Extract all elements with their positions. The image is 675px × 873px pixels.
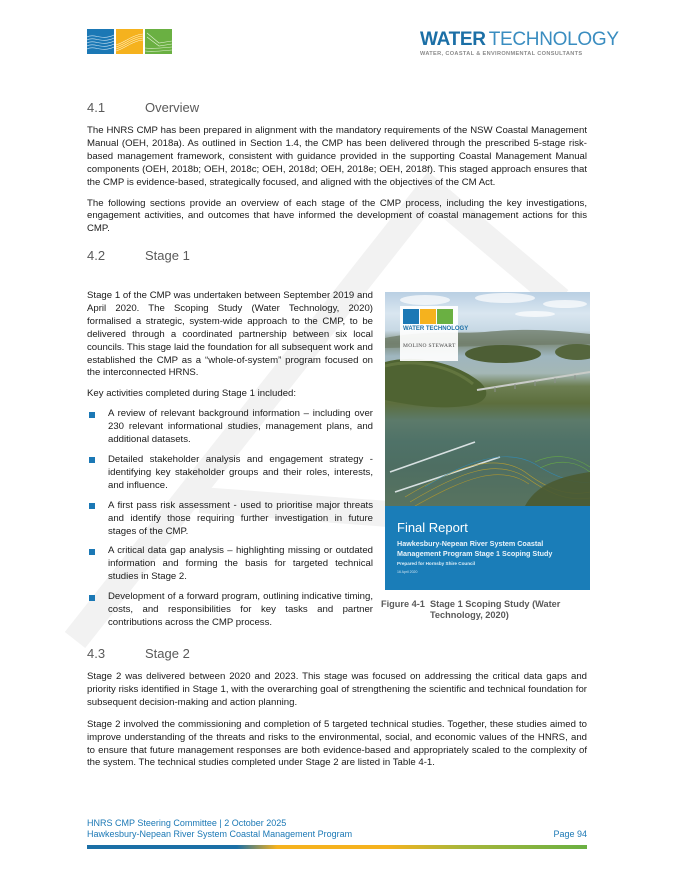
section-heading-stage2 [87,646,587,664]
cover-logo-water-technology: WATER TECHNOLOGY [403,326,469,332]
cover-prepared-for: Prepared for Hornsby Shire Council [397,561,476,566]
section-stage2 [87,646,587,770]
overview-paragraph-2: The following sections provide an overview of each stage of the CMP process, including the key investigations, engagement activities, and outcomes that have informed the development of coastal management actions for this CMP. [87,197,587,235]
page-number: Page 94 [553,829,587,839]
list-item: A first pass risk assessment - used to prioritise major threats and identify those requiring further investigation in future stages of the CMP. [87,500,373,539]
stage1-paragraph-1: Stage 1 of the CMP was undertaken between September 2019 and April 2020. The Scoping Study (Water Technology, 2020) formalised a strategic, system-wide approach to the CMP, to be delivered through a coordinated partnership between six local councils. This stage laid the foundation for all subsequent work and established the CMP as a “whole-of-system” program focused on the interconnected HRNS. [87,290,373,379]
logo-word-technology: TECHNOLOGY [488,29,619,50]
square-bullet-icon [89,457,95,463]
section-title: Stage 1 [145,248,190,264]
logo-tagline: WATER, COASTAL & ENVIRONMENTAL CONSULTANTS [420,51,583,57]
overview-paragraph-1: The HNRS CMP has been prepared in alignment with the mandatory requirements of the NSW Coastal Management Manual (OEH, 2018a). As outlined in Section 1.4, the CMP has been delivered through the prescribed 5-stage risk-based management framework, consistent with guidance provided in the supporting Coastal Management Manual components (OEH, 2018b; OEH, 2018c; OEH, 2018d; OEH, 2018e; OEH, 2018f). This staged approach ensures that the CMP is evidence-based, strategically focused, and aligned with the objectives of the CM Act. [87,125,587,188]
figure-label: Figure 4-1 [381,599,425,609]
section-heading-stage1 [87,248,587,266]
cover-subtitle: Hawkesbury-Nepean River System Coastal Management Program Stage 1 Scoping Study [397,539,553,558]
stage2-paragraph-2: Stage 2 involved the commissioning and completion of 5 targeted technical studies. Together, these studies aimed to improve understanding of the threats and risks to the environmental, social, and economic values of the HNRS, and to ensure that future management responses are both evidence-based and appropriately scaled to the complexity of the system. The technical studies completed under Stage 2 are listed in Table 4-1. [87,718,587,769]
logo-wordmark [420,29,619,50]
logo-word-water: WATER [420,29,486,50]
footer-meeting-line: HNRS CMP Steering Committee | 2 October 2025 [87,818,287,828]
report-cover-figure [385,292,590,590]
logo-tile-green [145,29,172,54]
list-item: A critical data gap analysis – highlighting missing or outdated information and forming the basis for targeted technical studies in Stage 2. [87,545,373,584]
stage1-activities-list [87,408,373,630]
cover-tile-logo [403,309,453,324]
square-bullet-icon [89,503,95,509]
logo-tile-yellow [116,29,143,54]
company-tile-logo [87,29,172,54]
list-item: Detailed stakeholder analysis and engagement strategy - identifying key stakeholder groups and their roles, interests, and influence. [87,454,373,493]
square-bullet-icon [89,595,95,601]
list-item: Development of a forward program, outlining indicative timing, costs, and responsibilities for key tasks and partner contributions across the CMP process. [87,591,373,630]
section-number: 4.1 [87,100,106,115]
section-number: 4.3 [87,646,106,661]
figure-caption [381,599,596,621]
square-bullet-icon [89,412,95,418]
square-bullet-icon [89,549,95,555]
list-item: A review of relevant background information – including over 230 relevant informational studies, management plans, and additional datasets. [87,408,373,447]
section-title: Overview [145,100,200,115]
cover-date: 16 April 2020 [397,570,418,574]
footer-color-bar [87,845,587,849]
footer-program-title: Hawkesbury-Nepean River System Coastal Management Program [87,829,353,839]
section-title: Stage 2 [145,646,190,661]
logo-tile-blue [87,29,114,54]
section-heading-overview [87,100,587,118]
stage1-paragraph-2: Key activities completed during Stage 1 included: [87,388,297,400]
figure-caption-text: Stage 1 Scoping Study (Water Technology, 2020) [430,599,561,620]
section-number: 4.2 [87,248,106,264]
cover-title: Final Report [397,520,468,535]
cover-logo-molino-stewart: MOLINO STEWART [403,343,456,349]
page-footer [87,818,587,840]
section-stage1-body [87,290,373,637]
stage2-paragraph-1: Stage 2 was delivered between 2020 and 2023. This stage was focused on addressing the critical data gaps and priority risks identified in Stage 1, with the overarching goal of strengthening the scientific and technical foundation for subsequent decision-making and action planning. [87,671,587,708]
cover-title-band [385,506,590,590]
section-overview [87,100,587,266]
water-technology-logo [420,29,619,57]
cover-logos-panel [400,306,469,361]
